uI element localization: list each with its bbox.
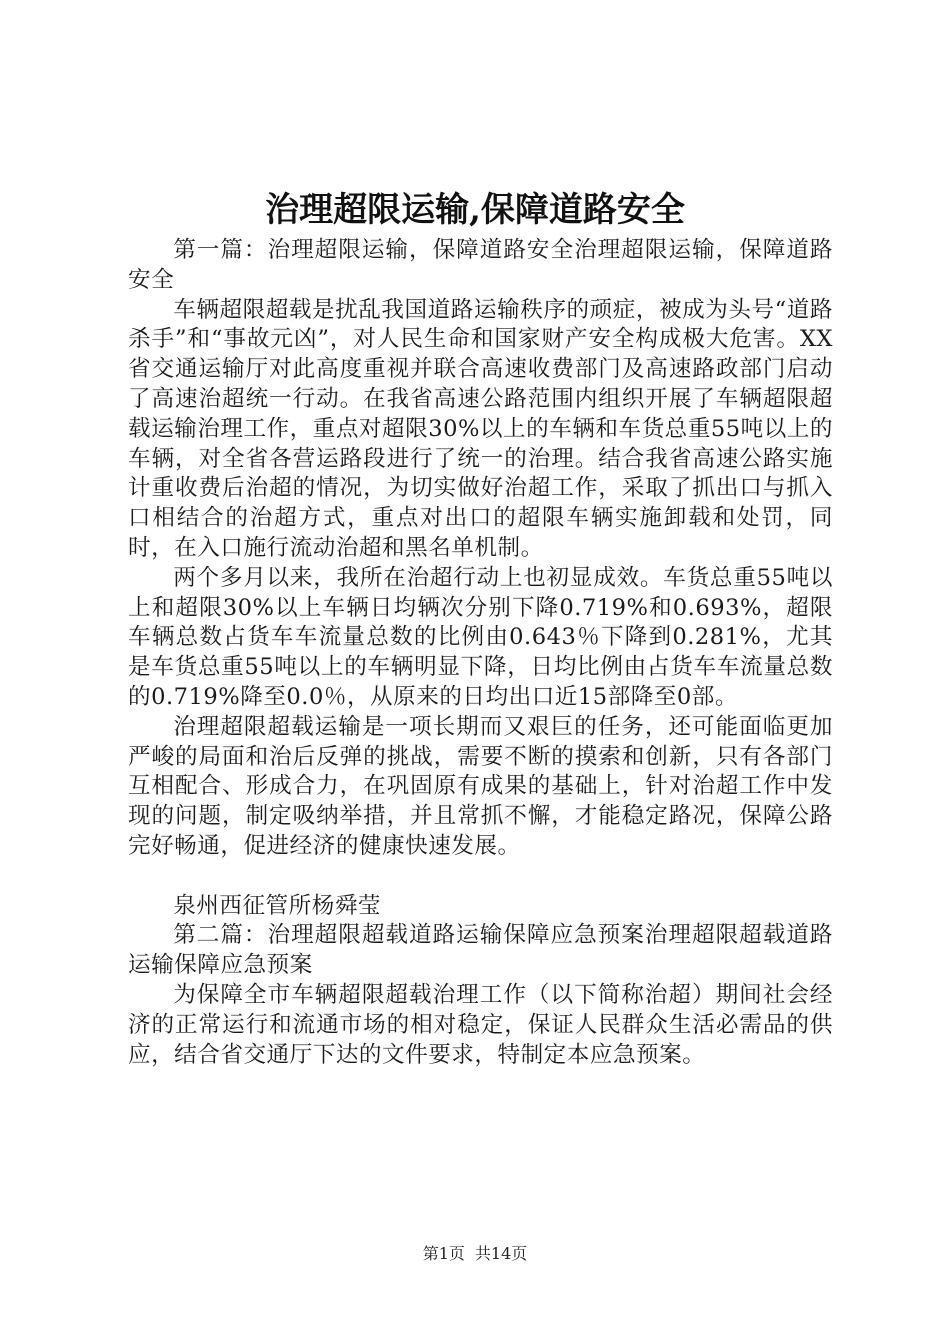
paragraph-overload-problem: 车辆超限超载是扰乱我国道路运输秩序的顽症，被成为头号“道路杀手”和“事故元凶”，对人民生命和国家财产安全构成极大危害。XX省交通运输厅对此高度重视并联合高速收费部门及高速路政部门启动了高速治超统一行动。在我省高速公路范围内组织开展了车辆超限超载运输治理工作，重点对超限30%以上的车辆和车货总重55吨以上的车辆，对全省各营运路段进行了统一的治理。结合我省高速公路实施计重收费后治超的情况，为切实做好治超工作，采取了抓出口与抓入口相结合的治超方式，重点对出口的超限车辆实施卸载和处罚，同时，在入口施行流动治超和黑名单机制。 xyxy=(128,296,833,561)
paragraph-results: 两个多月以来，我所在治超行动上也初显成效。车货总重55吨以上和超限30%以上车辆日均辆次分别下降0.719%和0.693%，超限车辆总数占货车车流量总数的比例由0.643％下降到0.281%，尤其是车货总重55吨以上的车辆明显下降，日均比例由占货车车流量总数的0.719%降至0.0％，从原来的日均出口近15部降至0部。 xyxy=(128,564,833,710)
paragraph-part-two-heading: 第二篇：治理超限超载道路运输保障应急预案治理超限超载道路运输保障应急预案 xyxy=(128,922,833,979)
document-title: 治理超限运输,保障道路安全 xyxy=(265,190,685,230)
paragraph-plan-purpose: 为保障全市车辆超限超载治理工作（以下简称治超）期间社会经济的正常运行和流通市场的相对稳定，保证人民群众生活必需品的供应，结合省交通厅下达的文件要求，特制定本应急预案。 xyxy=(128,981,833,1068)
page-total: 共14页 xyxy=(474,1244,528,1263)
paragraph-author: 泉州西征管所杨舜莹 xyxy=(173,892,382,919)
paragraph-conclusion: 治理超限超载运输是一项长期而又艰巨的任务，还可能面临更加严峻的局面和治后反弹的挑战，需要不断的摸索和创新，只有各部门互相配合、形成合力，在巩固原有成果的基础上，针对治超工作中发现的问题，制定吸纳举措，并且常抓不懈，才能稳定路况，保障公路完好畅通，促进经济的健康快速发展。 xyxy=(128,713,833,859)
page-footer xyxy=(0,1243,950,1265)
paragraph-part-one-heading: 第一篇：治理超限运输，保障道路安全治理超限运输，保障道路安全 xyxy=(128,237,833,293)
document-body xyxy=(128,236,833,1070)
page-number: 第1页 xyxy=(422,1244,465,1263)
